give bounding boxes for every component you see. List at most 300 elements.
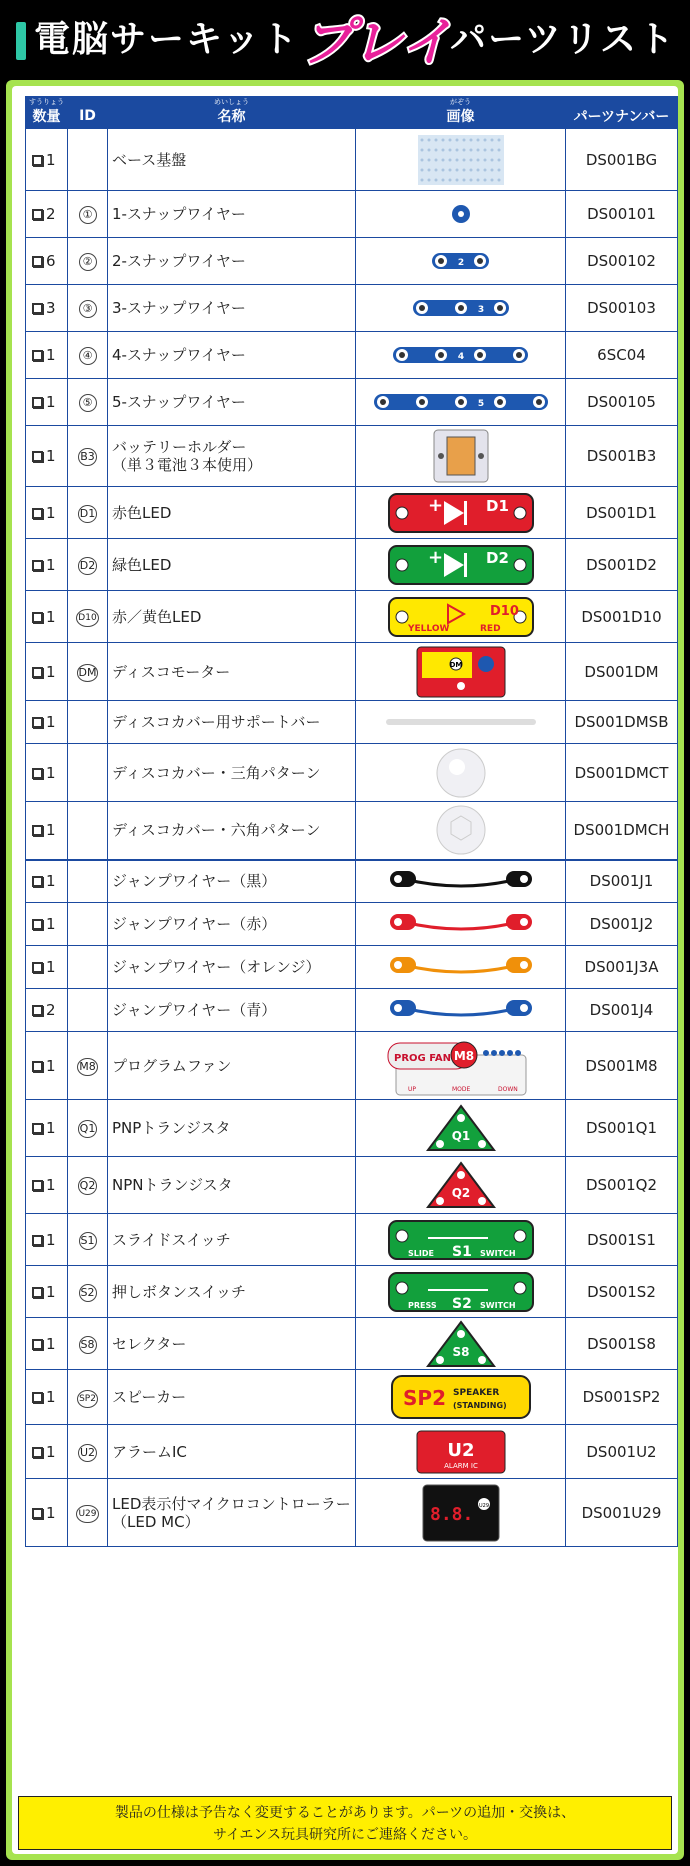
part-id-badge: D1 xyxy=(78,505,97,523)
checkbox-icon[interactable] xyxy=(32,397,43,408)
part-number-cell xyxy=(566,903,678,946)
checkbox-icon[interactable] xyxy=(32,1180,43,1191)
id-cell xyxy=(68,238,108,285)
id-cell xyxy=(68,426,108,487)
table-row xyxy=(26,487,678,539)
jump-wire-orange-icon xyxy=(356,953,565,981)
id-cell xyxy=(68,1425,108,1479)
qty-value: 1 xyxy=(46,872,56,891)
header-image: がぞう 画像 xyxy=(356,97,566,129)
table-row xyxy=(26,1214,678,1266)
id-cell xyxy=(68,903,108,946)
part-name-cell xyxy=(108,744,356,802)
qty-value: 1 xyxy=(46,150,56,169)
green-led-icon xyxy=(356,545,565,585)
part-image-cell xyxy=(356,989,566,1032)
qty-value: 2 xyxy=(46,1001,56,1019)
part-image-cell xyxy=(356,1479,566,1547)
part-id-badge: S2 xyxy=(79,1284,97,1302)
svg-text:8.8.: 8.8. xyxy=(429,1503,473,1525)
table-row xyxy=(26,539,678,591)
part-name-cell xyxy=(108,238,356,285)
checkbox-icon[interactable] xyxy=(32,451,43,462)
part-name-note: （LED MC） xyxy=(112,1512,200,1531)
part-image-cell xyxy=(356,539,566,591)
part-number: DS001J4 xyxy=(589,1001,654,1019)
svg-text:S1: S1 xyxy=(451,1243,472,1260)
svg-text:SWITCH: SWITCH xyxy=(479,1300,516,1310)
qty-cell[interactable] xyxy=(26,1266,68,1318)
qty-cell[interactable] xyxy=(26,1214,68,1266)
base-board-icon xyxy=(356,135,565,185)
part-name-cell xyxy=(108,285,356,332)
part-number-cell xyxy=(566,744,678,802)
part-name: ディスコカバー用サポートバー xyxy=(112,713,321,731)
header-name: めいしょう 名称 xyxy=(108,97,356,129)
svg-text:5: 5 xyxy=(477,399,484,409)
part-id-badge: ④ xyxy=(79,347,97,365)
part-name: LED表示付マイクロコントローラー xyxy=(112,1494,351,1513)
svg-text:YELLOW: YELLOW xyxy=(407,623,449,634)
part-number-cell xyxy=(566,1100,678,1157)
part-image-cell xyxy=(356,238,566,285)
svg-text:(STANDING): (STANDING) xyxy=(452,1401,507,1410)
part-name: 赤／黄色LED xyxy=(112,607,202,626)
qty-cell[interactable] xyxy=(26,946,68,989)
part-name: NPNトランジスタ xyxy=(112,1176,233,1194)
header-qty: すうりょう 数量 xyxy=(26,97,68,129)
qty-value: 2 xyxy=(46,205,56,223)
qty-cell[interactable] xyxy=(26,1425,68,1479)
qty-cell[interactable] xyxy=(26,129,68,191)
table-row xyxy=(26,191,678,238)
svg-text:MODE: MODE xyxy=(451,1085,470,1093)
part-number: DS001DMCT xyxy=(574,763,669,782)
id-cell xyxy=(68,379,108,426)
id-cell xyxy=(68,539,108,591)
id-cell xyxy=(68,191,108,238)
part-number: DS001DMCH xyxy=(573,821,670,840)
id-cell xyxy=(68,591,108,643)
program-fan-icon xyxy=(356,1035,565,1097)
part-number-cell xyxy=(566,379,678,426)
part-number-cell xyxy=(566,332,678,379)
part-name-cell xyxy=(108,701,356,744)
part-name: ジャンプワイヤー（青） xyxy=(112,1001,277,1019)
disco-cover-triangle-icon xyxy=(356,747,565,799)
part-image-cell xyxy=(356,802,566,860)
part-image-cell xyxy=(356,426,566,487)
banner-accent-bar xyxy=(16,22,26,60)
part-name: 緑色LED xyxy=(112,555,172,574)
qty-cell[interactable] xyxy=(26,285,68,332)
table-row xyxy=(26,1425,678,1479)
part-number-cell xyxy=(566,1266,678,1318)
part-number: DS00101 xyxy=(587,205,656,223)
part-image-cell xyxy=(356,1100,566,1157)
part-name-cell xyxy=(108,487,356,539)
part-number: DS001D1 xyxy=(586,503,657,522)
part-image-cell xyxy=(356,285,566,332)
part-number-cell xyxy=(566,1425,678,1479)
part-name: スピーカー xyxy=(112,1388,187,1406)
part-number: DS001D2 xyxy=(586,555,657,574)
part-name: セレクター xyxy=(112,1334,187,1353)
svg-text:2: 2 xyxy=(457,258,465,268)
qty-cell[interactable] xyxy=(26,1479,68,1547)
id-cell xyxy=(68,487,108,539)
part-number: DS001J3A xyxy=(584,958,659,976)
table-row xyxy=(26,903,678,946)
table-row xyxy=(26,989,678,1032)
table-row xyxy=(26,1032,678,1100)
part-number: DS001S2 xyxy=(587,1282,656,1301)
part-number-cell xyxy=(566,802,678,860)
svg-text:D10: D10 xyxy=(489,603,519,619)
part-id-badge: Q2 xyxy=(78,1177,98,1195)
checkbox-icon[interactable] xyxy=(32,717,43,728)
part-name: 赤色LED xyxy=(112,503,172,522)
qty-value: 1 xyxy=(46,821,56,840)
svg-text:D1: D1 xyxy=(485,496,509,515)
checkbox-icon[interactable] xyxy=(32,876,43,887)
qty-value: 1 xyxy=(46,713,56,731)
id-cell xyxy=(68,643,108,701)
svg-text:D2: D2 xyxy=(485,548,509,567)
part-number-cell xyxy=(566,539,678,591)
checkbox-icon[interactable] xyxy=(32,560,43,571)
qty-cell[interactable] xyxy=(26,643,68,701)
id-cell xyxy=(68,129,108,191)
part-number: DS00105 xyxy=(587,393,656,411)
part-name-cell xyxy=(108,129,356,191)
part-name: 1-スナップワイヤー xyxy=(112,205,246,223)
part-number-cell xyxy=(566,1032,678,1100)
part-name-note: （単３電池３本使用） xyxy=(112,456,263,474)
part-name-cell xyxy=(108,946,356,989)
qty-value: 1 xyxy=(46,662,56,681)
part-image-cell xyxy=(356,129,566,191)
checkbox-icon[interactable] xyxy=(32,768,43,779)
part-id-badge: ⑤ xyxy=(79,394,97,412)
svg-text:SWITCH: SWITCH xyxy=(479,1248,516,1258)
part-id-badge: ③ xyxy=(79,300,97,318)
checkbox-icon[interactable] xyxy=(32,1123,43,1134)
footer-line-1: 製品の仕様は予告なく変更することがあります。パーツの追加・交換は、 xyxy=(114,1805,576,1821)
checkbox-icon[interactable] xyxy=(32,350,43,361)
part-name: 5-スナップワイヤー xyxy=(112,393,246,411)
qty-value: 1 xyxy=(46,1176,56,1194)
snap-wire-5-icon xyxy=(356,391,565,413)
part-name-cell xyxy=(108,1425,356,1479)
id-cell xyxy=(68,802,108,860)
play-logo-text: プレイ xyxy=(301,13,453,73)
part-name-cell xyxy=(108,191,356,238)
checkbox-icon[interactable] xyxy=(32,1005,43,1016)
checkbox-icon[interactable] xyxy=(32,508,43,519)
part-number-cell xyxy=(566,643,678,701)
table-row xyxy=(26,860,678,903)
part-number-cell xyxy=(566,1214,678,1266)
red-led-icon xyxy=(356,493,565,533)
part-name: 3-スナップワイヤー xyxy=(112,299,246,317)
play-logo xyxy=(282,2,472,76)
alarm-ic-icon xyxy=(356,1430,565,1474)
checkbox-icon[interactable] xyxy=(32,155,43,166)
parts-list-paper xyxy=(12,86,678,1854)
svg-text:PROG FAN: PROG FAN xyxy=(393,1052,451,1064)
svg-text:SPEAKER: SPEAKER xyxy=(452,1388,499,1398)
id-cell xyxy=(68,701,108,744)
checkbox-icon[interactable] xyxy=(32,612,43,623)
checkbox-icon[interactable] xyxy=(32,919,43,930)
part-name-cell xyxy=(108,989,356,1032)
checkbox-icon[interactable] xyxy=(32,667,43,678)
part-number: DS001M8 xyxy=(585,1056,658,1075)
qty-cell[interactable] xyxy=(26,379,68,426)
part-name: プログラムファン xyxy=(112,1056,232,1075)
part-image-cell xyxy=(356,1266,566,1318)
part-number: DS001Q2 xyxy=(585,1176,658,1194)
part-name: 押しボタンスイッチ xyxy=(112,1282,246,1301)
table-row xyxy=(26,1479,678,1547)
part-name-cell xyxy=(108,802,356,860)
page-banner xyxy=(0,0,690,80)
qty-cell[interactable] xyxy=(26,191,68,238)
checkbox-icon[interactable] xyxy=(32,1061,43,1072)
footer-line-2: サイエンス玩具研究所にご連絡ください。 xyxy=(212,1827,478,1843)
part-number-cell xyxy=(566,1479,678,1547)
part-id-badge: S1 xyxy=(79,1232,97,1250)
part-name-cell xyxy=(108,1318,356,1370)
part-image-cell xyxy=(356,744,566,802)
part-name: バッテリーホルダー xyxy=(112,438,247,456)
part-name-cell xyxy=(108,591,356,643)
part-number-cell xyxy=(566,487,678,539)
part-id-badge: ② xyxy=(79,253,97,271)
part-image-cell xyxy=(356,487,566,539)
part-number-cell xyxy=(566,129,678,191)
snap-wire-1-icon xyxy=(356,203,565,225)
part-name: PNPトランジスタ xyxy=(112,1119,231,1137)
svg-text:SP2: SP2 xyxy=(402,1386,446,1410)
part-number: DS001Q1 xyxy=(585,1119,658,1137)
qty-value: 1 xyxy=(46,1119,56,1137)
checkbox-icon[interactable] xyxy=(32,825,43,836)
part-image-cell xyxy=(356,701,566,744)
part-name: ジャンプワイヤー（赤） xyxy=(112,915,277,933)
banner-left-title: 電脳サーキット xyxy=(34,19,300,60)
part-name: ディスコカバー・六角パターン xyxy=(112,821,321,840)
part-name: ジャンプワイヤー（オレンジ） xyxy=(112,958,321,976)
pnp-transistor-icon xyxy=(356,1104,565,1152)
part-number: DS00103 xyxy=(587,299,656,317)
qty-value: 1 xyxy=(46,607,56,626)
part-id-badge: M8 xyxy=(77,1058,98,1076)
id-cell xyxy=(68,332,108,379)
id-cell xyxy=(68,1266,108,1318)
qty-value: 1 xyxy=(46,1282,56,1301)
qty-cell[interactable] xyxy=(26,238,68,285)
part-number: 6SC04 xyxy=(597,346,646,364)
part-name-cell xyxy=(108,860,356,903)
part-number: DS001D10 xyxy=(581,607,662,626)
part-name: 2-スナップワイヤー xyxy=(112,252,246,270)
checkbox-icon[interactable] xyxy=(32,962,43,973)
part-name-cell xyxy=(108,1100,356,1157)
part-image-cell xyxy=(356,591,566,643)
part-id-badge: U29 xyxy=(76,1505,98,1523)
part-name: 4-スナップワイヤー xyxy=(112,346,246,364)
table-row xyxy=(26,285,678,332)
snap-wire-3-icon xyxy=(356,297,565,319)
qty-value: 1 xyxy=(46,915,56,933)
table-row xyxy=(26,1318,678,1370)
part-id-badge: D2 xyxy=(78,557,97,575)
part-number-cell xyxy=(566,238,678,285)
svg-text:Q1: Q1 xyxy=(451,1129,470,1143)
part-number: DS001SP2 xyxy=(582,1388,661,1406)
svg-text:Q2: Q2 xyxy=(451,1186,470,1200)
part-name-cell xyxy=(108,1157,356,1214)
svg-text:3: 3 xyxy=(477,305,484,315)
table-row xyxy=(26,1100,678,1157)
battery-holder-icon xyxy=(356,429,565,483)
qty-cell[interactable] xyxy=(26,1318,68,1370)
qty-cell[interactable] xyxy=(26,744,68,802)
id-cell xyxy=(68,1479,108,1547)
qty-cell[interactable] xyxy=(26,591,68,643)
checkbox-icon[interactable] xyxy=(32,209,43,220)
qty-cell[interactable] xyxy=(26,332,68,379)
part-image-cell xyxy=(356,1157,566,1214)
part-name: ディスコカバー・三角パターン xyxy=(112,763,321,782)
qty-cell[interactable] xyxy=(26,989,68,1032)
part-id-badge: D10 xyxy=(76,609,98,627)
part-image-cell xyxy=(356,643,566,701)
snap-wire-2-icon xyxy=(356,250,565,272)
disco-cover-hexagon-icon xyxy=(356,804,565,856)
checkbox-icon[interactable] xyxy=(32,1392,43,1403)
qty-cell[interactable] xyxy=(26,539,68,591)
qty-value: 1 xyxy=(46,1230,56,1249)
table-row xyxy=(26,238,678,285)
id-cell xyxy=(68,285,108,332)
part-number: DS001J1 xyxy=(589,872,654,891)
disco-motor-icon xyxy=(356,646,565,698)
id-cell xyxy=(68,1157,108,1214)
id-cell xyxy=(68,1214,108,1266)
svg-text:M8: M8 xyxy=(453,1048,474,1063)
slide-switch-icon xyxy=(356,1220,565,1260)
qty-cell[interactable] xyxy=(26,1370,68,1425)
svg-text:PRESS: PRESS xyxy=(407,1300,437,1310)
checkbox-icon[interactable] xyxy=(32,1339,43,1350)
checkbox-icon[interactable] xyxy=(32,1447,43,1458)
part-id-badge: ① xyxy=(79,206,97,224)
part-number-cell xyxy=(566,989,678,1032)
qty-cell[interactable] xyxy=(26,487,68,539)
part-number-cell xyxy=(566,1318,678,1370)
parts-list-frame xyxy=(6,80,684,1860)
part-number: DS001B3 xyxy=(586,447,657,465)
part-name-cell xyxy=(108,643,356,701)
id-cell xyxy=(68,1032,108,1100)
part-number-cell xyxy=(566,860,678,903)
checkbox-icon[interactable] xyxy=(32,1508,43,1519)
part-id-badge: B3 xyxy=(78,448,97,466)
checkbox-icon[interactable] xyxy=(32,1235,43,1246)
checkbox-icon[interactable] xyxy=(32,256,43,267)
footer-notice xyxy=(18,1796,672,1850)
svg-text:UP: UP xyxy=(407,1085,416,1093)
table-row xyxy=(26,946,678,989)
qty-value: 1 xyxy=(46,1503,56,1522)
part-number-cell xyxy=(566,1370,678,1425)
part-image-cell xyxy=(356,332,566,379)
parts-table xyxy=(25,96,678,1547)
part-image-cell xyxy=(356,1214,566,1266)
qty-cell[interactable] xyxy=(26,802,68,860)
part-name: スライドスイッチ xyxy=(112,1230,231,1249)
svg-text:4: 4 xyxy=(457,352,465,362)
qty-cell[interactable] xyxy=(26,903,68,946)
qty-value: 1 xyxy=(46,1388,56,1406)
id-cell xyxy=(68,946,108,989)
part-number: DS001BG xyxy=(585,150,658,169)
svg-text:SLIDE: SLIDE xyxy=(407,1248,434,1258)
part-number-cell xyxy=(566,285,678,332)
part-number: DS001S1 xyxy=(587,1230,656,1249)
qty-cell[interactable] xyxy=(26,1032,68,1100)
qty-cell[interactable] xyxy=(26,426,68,487)
part-number-cell xyxy=(566,701,678,744)
jump-wire-blue-icon xyxy=(356,996,565,1024)
svg-text:U29: U29 xyxy=(478,1502,489,1509)
part-image-cell xyxy=(356,379,566,426)
part-image-cell xyxy=(356,903,566,946)
part-image-cell xyxy=(356,860,566,903)
qty-cell[interactable] xyxy=(26,701,68,744)
qty-value: 1 xyxy=(46,393,56,411)
qty-value: 1 xyxy=(46,1056,56,1075)
part-number-cell xyxy=(566,1157,678,1214)
qty-value: 1 xyxy=(46,447,56,465)
qty-cell[interactable] xyxy=(26,860,68,903)
part-image-cell xyxy=(356,946,566,989)
qty-value: 1 xyxy=(46,1334,56,1353)
qty-cell[interactable] xyxy=(26,1157,68,1214)
id-cell xyxy=(68,1370,108,1425)
part-image-cell xyxy=(356,1425,566,1479)
table-row xyxy=(26,379,678,426)
svg-text:RED: RED xyxy=(479,623,501,634)
part-image-cell xyxy=(356,1032,566,1100)
table-row xyxy=(26,1370,678,1425)
part-name-cell xyxy=(108,426,356,487)
qty-value: 1 xyxy=(46,1442,56,1461)
svg-text:S8: S8 xyxy=(452,1344,469,1359)
part-number-cell xyxy=(566,946,678,989)
part-name: ジャンプワイヤー（黒） xyxy=(112,872,277,891)
part-number: DS001U2 xyxy=(586,1442,657,1461)
qty-cell[interactable] xyxy=(26,1100,68,1157)
checkbox-icon[interactable] xyxy=(32,1287,43,1298)
checkbox-icon[interactable] xyxy=(32,303,43,314)
table-row xyxy=(26,643,678,701)
part-name-cell xyxy=(108,379,356,426)
npn-transistor-icon xyxy=(356,1161,565,1209)
